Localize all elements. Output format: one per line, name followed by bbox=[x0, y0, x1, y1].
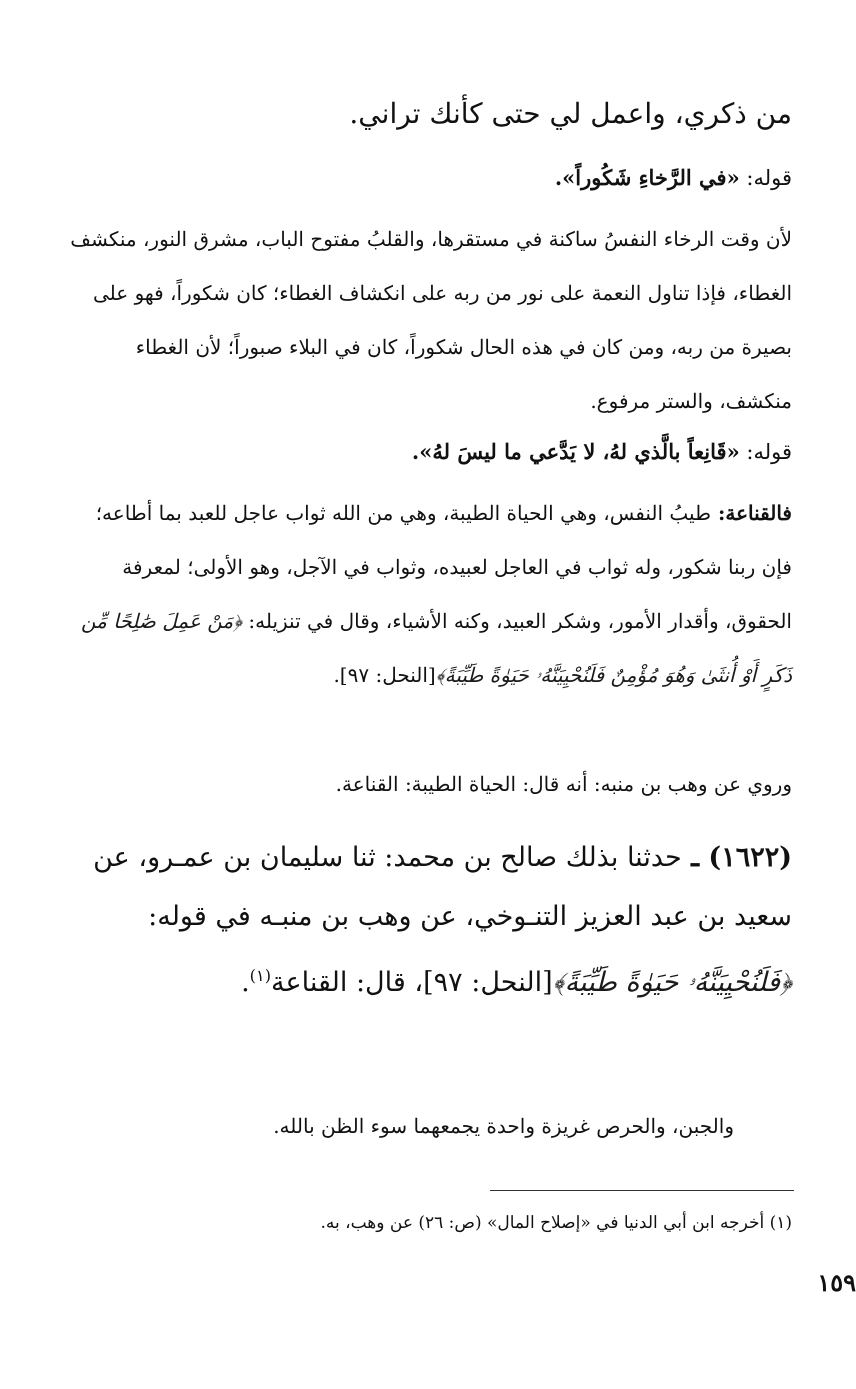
page-number: ١٥٩ bbox=[817, 1268, 856, 1297]
entry-heading-1 bbox=[52, 158, 792, 198]
hadith-body: حدثنا بذلك صالح بن محمد: ثنا سليمان بن عمـرو، عن سعيد بن عبد العزيز التنـوخي، عن وهب بن منبـه في قوله: bbox=[93, 842, 792, 932]
hadith-block bbox=[62, 828, 792, 1012]
footnote-marker: (١) bbox=[249, 966, 272, 985]
entry-quote: «قَانِعاً بالَّذي لهُ، لا يَدَّعي ما ليسَ لهُ». bbox=[411, 439, 740, 464]
hadith-number: (١٦٢٢) bbox=[708, 842, 792, 873]
top-line: من ذكري، واعمل لي حتى كأنك تراني. bbox=[349, 97, 792, 130]
verse-reference: [النحل: ٩٧]، قال: القناعة bbox=[271, 967, 553, 998]
paragraph-body: طيبُ النفس، وهي الحياة الطيبة، وهي من الله ثواب عاجل للعبد بما أطاعه؛ فإن ربنا شكور، وله ثواب في العاجل لعبيده، وثواب في الآجل، وهو الأولى؛ لمعرفة الحقوق، وأقدار الأمور، وشكر العبيد، وكنه الأشياء، وقال في تنزيله: bbox=[95, 501, 792, 633]
entry-lead: قوله: bbox=[739, 166, 792, 190]
paragraph-lead: فالقناعة: bbox=[711, 501, 792, 525]
paragraph-1: لأن وقت الرخاء النفسُ ساكنة في مستقرها، والقلبُ مفتوح الباب، مشرق النور، منكشف الغطاء، فإذا تناول النعمة على نور من ربه على انكشاف الغطاء؛ كان شكوراً، فهو على بصيرة من ربه، ومن كان في هذه الحال شكوراً، كان في البلاء صبوراً؛ لأن الغطاء منكشف، والستر مرفوع. bbox=[70, 227, 792, 413]
quran-verse: ﴿مَنْ عَمِلَ صَٰلِحًا مِّن ذَكَرٍ أَوْ أُنثَىٰ وَهُوَ مُؤْمِنٌ فَلَنُحْيِيَنَّهُۥ حَيَوٰةً طَيِّبَةً﴾ bbox=[80, 609, 792, 687]
footnote: (١) أخرجه ابن أبي الدنيا في «إصلاح المال» (ص: ٢٦) عن وهب، به. bbox=[320, 1213, 792, 1233]
paragraph-4: والجبن، والحرص غريزة واحدة يجمعهما سوء الظن بالله. bbox=[273, 1114, 734, 1138]
quran-verse: ﴿فَلَنُحْيِيَنَّهُۥ حَيَوٰةً طَيِّبَةً﴾ bbox=[552, 967, 792, 998]
paragraph-3: وروي عن وهب بن منبه: أنه قال: الحياة الطيبة: القناعة. bbox=[335, 772, 792, 796]
entry-heading-2 bbox=[52, 432, 792, 472]
entry-quote: «في الرَّخاءِ شَكُوراً». bbox=[554, 165, 740, 190]
entry-lead: قوله: bbox=[739, 440, 792, 464]
hadith-dash: ـ bbox=[681, 842, 709, 873]
hadith-end: . bbox=[241, 967, 250, 998]
verse-reference: [النحل: ٩٧]. bbox=[333, 663, 436, 687]
footnote-divider bbox=[490, 1190, 794, 1191]
paragraph-2 bbox=[62, 486, 792, 702]
